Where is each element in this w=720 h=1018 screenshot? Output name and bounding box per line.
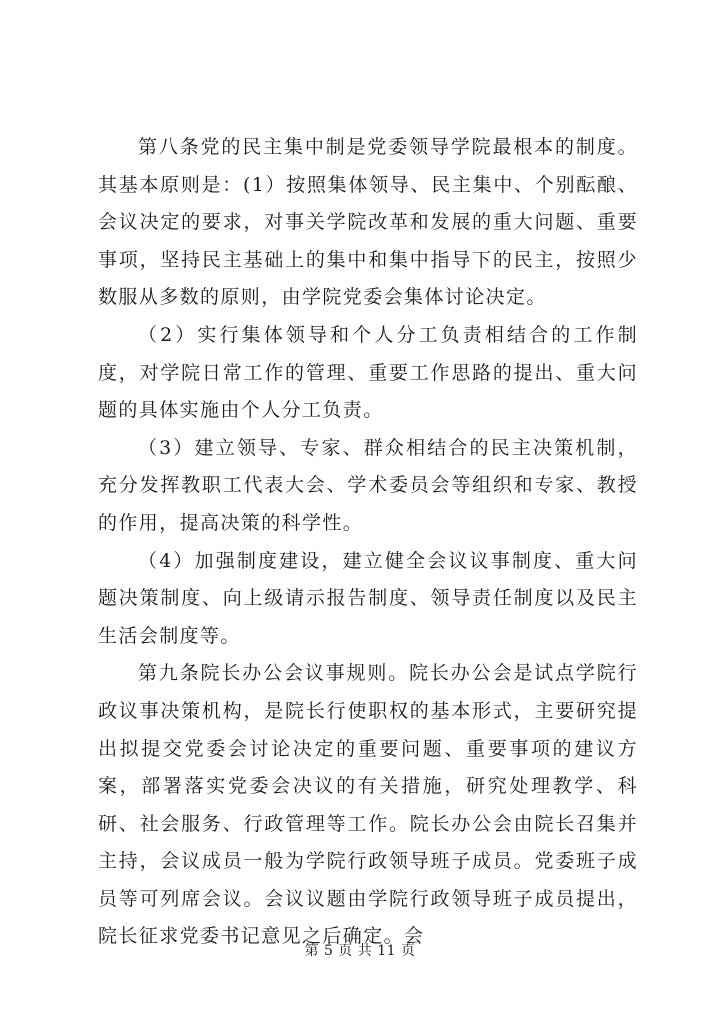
paragraph-item-3: （3）建立领导、专家、群众相结合的民主决策机制，充分发挥教职工代表大会、学术委员会等组织和专家、教授的作用，提高决策的科学性。 [98,436,638,534]
paragraph-item-2: （2）实行集体领导和个人分工负责相结合的工作制度，对学院日常工作的管理、重要工作思路的提出、重大问题的具体实施由个人分工负责。 [98,323,638,422]
paragraph-item-4: （4）加强制度建设，建立健全会议议事制度、重大问题决策制度、向上级请示报告制度、领导责任制度以及民主生活会制度等。 [98,549,638,647]
paragraph-article-8: 第八条党的民主集中制是党委领导学院最根本的制度。其基本原则是：(1）按照集体领导、民主集中、个别酝酿、会议决定的要求，对事关学院改革和发展的重大问题、重要事项，坚持民主基础上的集中和集中指导下的民主，按照少数服从多数的原则，由学院党委会集体讨论决定。 [98,136,638,309]
document-body [98,129,638,956]
page-number-footer: 第 5 页 共 11 页 [304,943,416,959]
paragraph-article-9: 第九条院长办公会议事规则。院长办公会是试点学院行政议事决策机构，是院长行使职权的基本形式，主要研究提出拟提交党委会讨论决定的重要问题、重要事项的建议方案，部署落实党委会决议的有关措施，研究处理教学、科研、社会服务、行政管理等工作。院长办公会由院长召集并主持，会议成员一般为学院行政领导班子成员。党委班子成员等可列席会议。会议议题由学院行政领导班子成员提出，院长征求党委书记意见之后确定。会 [98,662,638,948]
